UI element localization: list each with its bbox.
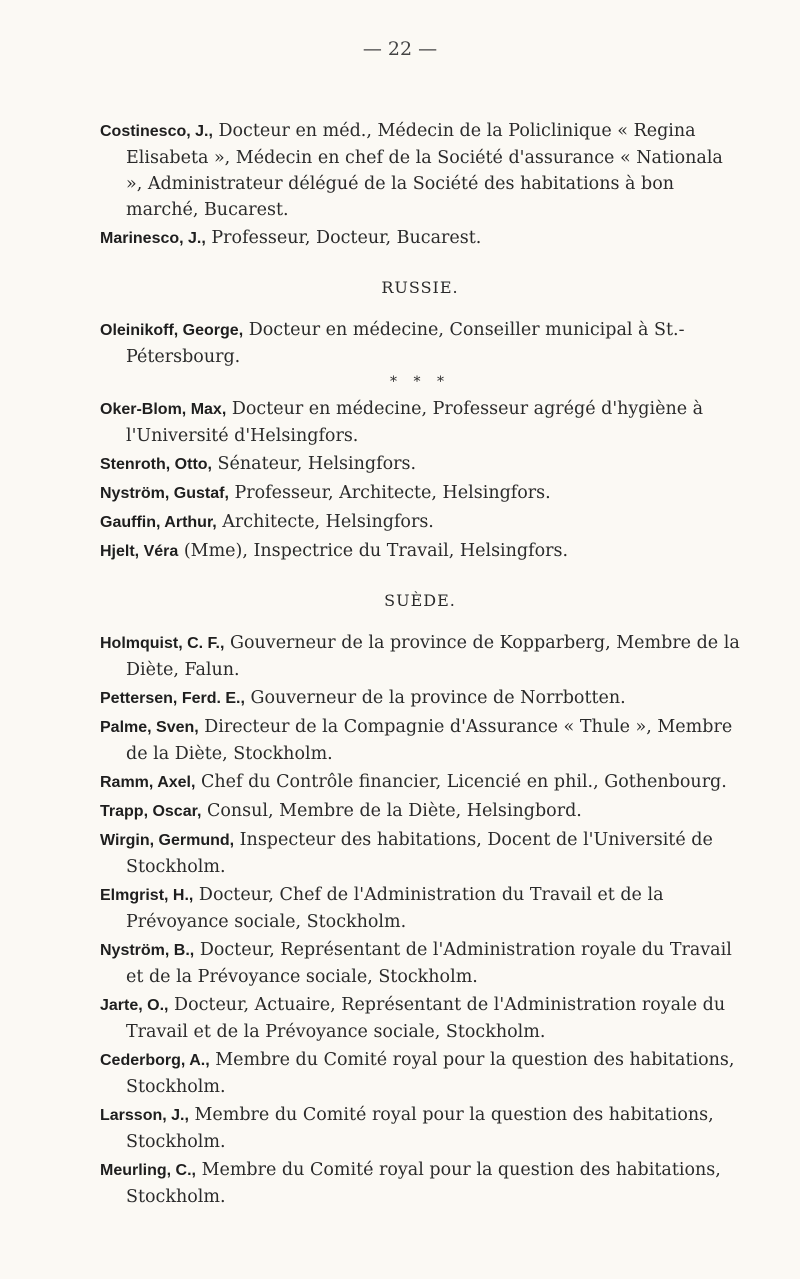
entry <box>100 798 740 825</box>
entry-name: Nyström, B., <box>100 942 195 959</box>
entry <box>100 225 740 252</box>
entry-desc: Membre du Comité royal pour la question des habitations, Stockholm. <box>126 1160 721 1207</box>
entry-name: Pettersen, Ferd. E., <box>100 690 245 707</box>
entry-desc: Docteur, Actuaire, Représentant de l'Administration royale du Travail et de la Prévoyance sociale, Stockholm. <box>126 995 726 1042</box>
entry <box>100 396 740 449</box>
entry <box>100 937 740 990</box>
entry <box>100 1102 740 1155</box>
entry <box>100 769 740 796</box>
entry <box>100 630 740 683</box>
entry-name: Costinesco, J., <box>100 123 213 140</box>
entry-name: Marinesco, J., <box>100 230 206 247</box>
entry-desc: Chef du Contrôle financier, Licencié en phil., Gothenbourg. <box>195 772 727 792</box>
entry-name: Trapp, Oscar, <box>100 803 202 820</box>
entry-name: Cederborg, A., <box>100 1052 210 1069</box>
entry <box>100 451 740 478</box>
entry-name: Stenroth, Otto, <box>100 456 212 473</box>
group-romania <box>100 118 740 252</box>
entry <box>100 538 740 565</box>
group-finland <box>100 396 740 565</box>
group-russia <box>100 317 740 370</box>
entry-name: Nyström, Gustaf, <box>100 485 229 502</box>
entry-desc: Docteur en médecine, Professeur agrégé d'hygiène à l'Université d'Helsingfors. <box>126 399 704 446</box>
entry-name: Wirgin, Germund, <box>100 832 235 849</box>
entry-desc: Membre du Comité royal pour la question des habitations, Stockholm. <box>126 1105 714 1152</box>
group-sweden <box>100 630 740 1210</box>
entry-desc: Architecte, Helsingfors. <box>216 512 434 532</box>
entry <box>100 827 740 880</box>
separator-stars: * * * <box>390 374 450 390</box>
entry-desc: Sénateur, Helsingfors. <box>211 454 417 474</box>
entry-name: Hjelt, Véra <box>100 543 179 560</box>
entry <box>100 714 740 767</box>
entry-desc: Docteur en méd., Médecin de la Policlinique « Regina Elisabeta », Médecin en chef de la Société d'assurance « Nationala », Administrateur délégué de la Société des habitations à bon marché, Bucarest. <box>126 121 723 220</box>
section-heading-russie: RUSSIE. <box>381 278 459 297</box>
entry-name: Oleinikoff, George, <box>100 322 244 339</box>
entry-desc: Professeur, Docteur, Bucarest. <box>205 228 482 248</box>
entry-name: Gauffin, Arthur, <box>100 514 217 531</box>
entry-name: Palme, Sven, <box>100 719 199 736</box>
entry-desc: (Mme), Inspectrice du Travail, Helsingfors. <box>178 541 569 561</box>
entry-name: Meurling, C., <box>100 1162 196 1179</box>
entry-name: Oker-Blom, Max, <box>100 401 227 418</box>
content <box>100 118 740 1212</box>
entry <box>100 317 740 370</box>
entry-desc: Consul, Membre de la Diète, Helsingbord. <box>201 801 582 821</box>
entry-name: Jarte, O., <box>100 997 169 1014</box>
entry <box>100 1157 740 1210</box>
page-number: — 22 — <box>362 38 438 60</box>
entry <box>100 882 740 935</box>
entry-name: Holmquist, C. F., <box>100 635 225 652</box>
entry-name: Larsson, J., <box>100 1107 189 1124</box>
section-heading-suede: SUÈDE. <box>384 591 456 610</box>
entry-desc: Docteur, Représentant de l'Administration royale du Travail et de la Prévoyance sociale, Stockholm. <box>126 940 732 987</box>
entry <box>100 509 740 536</box>
entry-desc: Docteur en médecine, Conseiller municipal à St.-Pétersbourg. <box>126 320 685 367</box>
entry-desc: Gouverneur de la province de Norrbotten. <box>244 688 626 708</box>
entry <box>100 1047 740 1100</box>
entry-desc: Membre du Comité royal pour la question des habitations, Stockholm. <box>126 1050 735 1097</box>
entry <box>100 992 740 1045</box>
entry-desc: Professeur, Architecte, Helsingfors. <box>228 483 551 503</box>
entry-name: Elmgrist, H., <box>100 887 194 904</box>
entry <box>100 118 740 223</box>
entry-desc: Docteur, Chef de l'Administration du Travail et de la Prévoyance sociale, Stockholm. <box>126 885 664 932</box>
entry-desc: Inspecteur des habitations, Docent de l'Université de Stockholm. <box>126 830 713 877</box>
entry-desc: Directeur de la Compagnie d'Assurance « Thule », Membre de la Diète, Stockholm. <box>126 717 733 764</box>
entry <box>100 685 740 712</box>
entry <box>100 480 740 507</box>
entry-name: Ramm, Axel, <box>100 774 196 791</box>
entry-desc: Gouverneur de la province de Kopparberg, Membre de la Diète, Falun. <box>126 633 740 680</box>
